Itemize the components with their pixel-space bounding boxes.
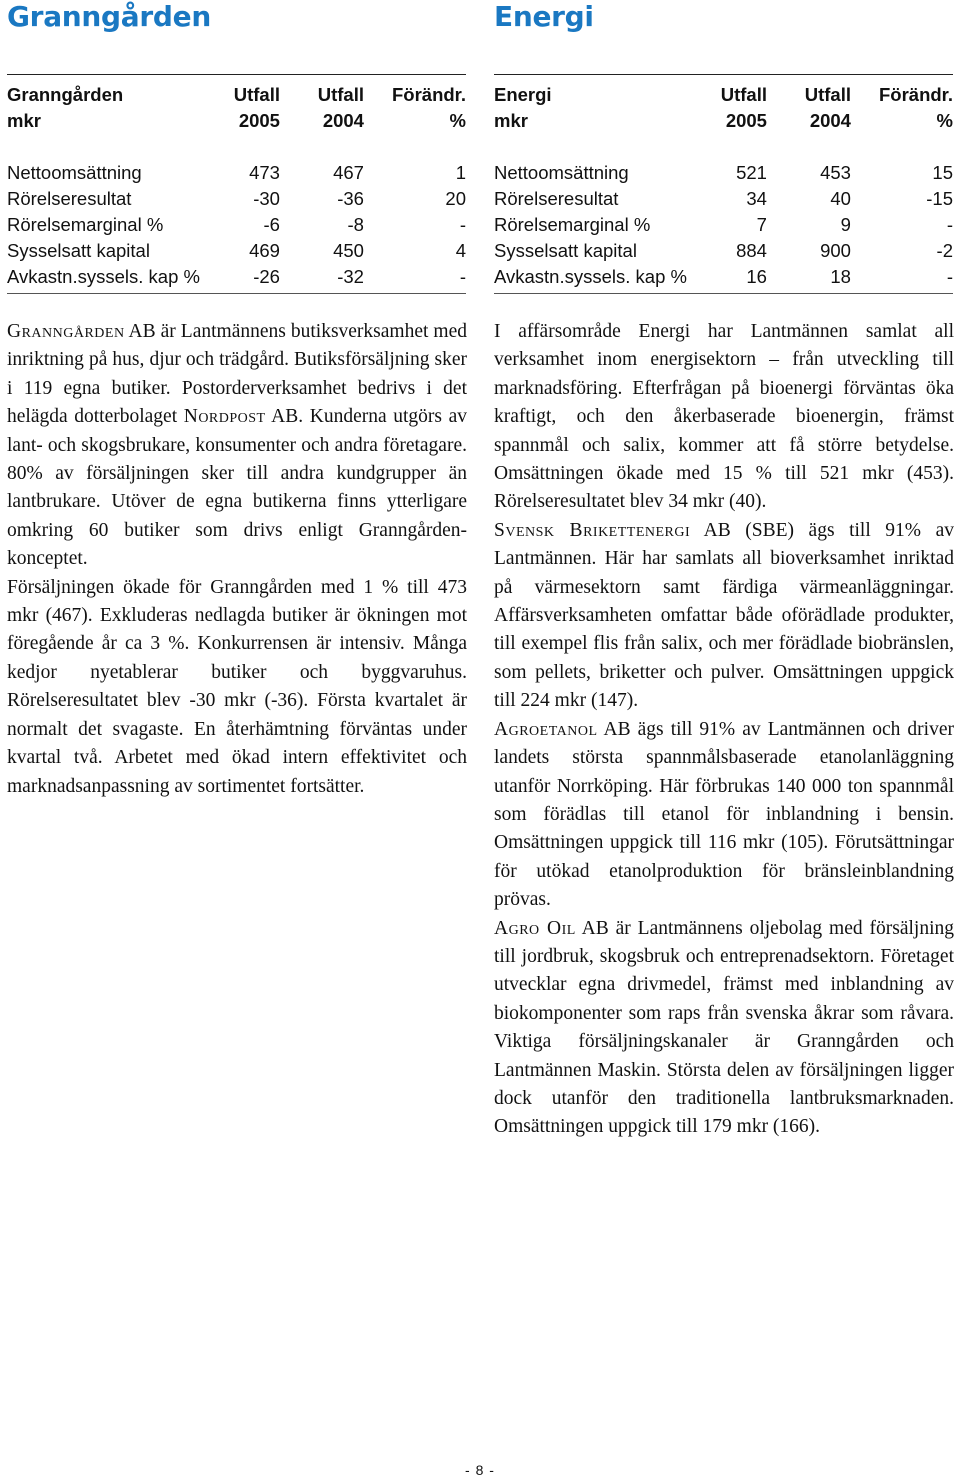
paragraph xyxy=(494,716,954,915)
header-cell: 2005 xyxy=(725,110,767,131)
paragraph xyxy=(494,517,954,716)
company-name: Agro Oil xyxy=(494,917,576,939)
header-cell: mkr xyxy=(494,110,528,131)
paragraph: Försäljningen ökade för Granngården med 1 % till 473 mkr (467). Exkluderas nedlagda butiker är ökningen mot föregående år ca 3 %. Konkurrensen är intensiv. Många kedjor nyetablerar butiker och byggvaruhus. Rörelseresultatet blev -30 mkr (-36). Första kvartalet är normalt det svagaste. En återhämtning förväntas under kvartal två. Arbetet med ökad intern effektivitet och marknadsanpassning av sortimentet fortsätter. xyxy=(7,576,467,797)
header-cell: 2005 xyxy=(238,110,280,131)
header-cell: % xyxy=(449,110,466,131)
header-cell: Granngården xyxy=(7,84,124,105)
table-row xyxy=(494,212,953,238)
paragraph-text: AB (SBE) ägs till 91% av Lantmännen. Här har samlats all bioverksamhet inriktad på värmesektorn samt färdiga värmeanläggningar. Affärsverksamheten omfattar både oförädlade produkter, till exempel flis från salix, och mer förädlade biobränslen, som pellets, briketter och pulver. Omsättningen uppgick till 224 mkr (147). xyxy=(494,519,954,712)
value-change: - xyxy=(459,266,466,287)
table-row xyxy=(7,186,466,212)
value-2004: 900 xyxy=(820,240,851,261)
paragraph-text: AB ägs till 91% av Lantmännen och driver landets största spannmålsbaserade etanolanläggning utanför Norrköping. Här förbrukas 140 000 ton spannmål som förädlas till etanol för inblandning i bensin. Omsättningen uppgick till 116 mkr (105). Förutsättningar för utökad etanolproduktion för bränsleinblandning prövas. xyxy=(494,718,954,911)
section-title-energi: Energi xyxy=(494,0,594,33)
value-change: - xyxy=(946,214,953,235)
row-label: Rörelseresultat xyxy=(494,188,619,209)
row-label: Rörelsemarginal % xyxy=(494,214,651,235)
row-label: Sysselsatt kapital xyxy=(7,240,150,261)
table-header-row xyxy=(7,75,466,109)
granngarden-key-figures-table xyxy=(7,74,466,294)
energi-body-text xyxy=(494,318,954,1142)
header-cell: Energi xyxy=(494,84,552,105)
row-label: Rörelsemarginal % xyxy=(7,214,164,235)
value-2005: 34 xyxy=(746,188,767,209)
energi-key-figures-table xyxy=(494,74,953,294)
header-cell: % xyxy=(936,110,953,131)
table-row xyxy=(494,264,953,294)
table-row xyxy=(494,238,953,264)
paragraph: I affärsområde Energi har Lantmännen samlat all verksamhet inom energisektorn – från utveckling till marknadsföring. Efterfrågan på bioenergi förväntas öka kraftigt, och den åkerbaserade bioenergin, främst spannmål och salix, kommer att få större betydelse. Omsättningen ökade med 15 % till 521 mkr (453). Rörelseresultatet blev 34 mkr (40). xyxy=(494,321,954,513)
value-change: - xyxy=(946,266,953,287)
company-name: Svensk Brikettenergi xyxy=(494,519,691,541)
header-cell: Förändr. xyxy=(391,84,466,105)
value-change: - xyxy=(459,214,466,235)
paragraph xyxy=(494,915,954,1142)
value-2005: 7 xyxy=(756,214,767,235)
table-row xyxy=(7,264,466,294)
granngarden-column xyxy=(7,0,467,801)
value-2005: 469 xyxy=(249,240,280,261)
row-label: Avkastn.syssels. kap % xyxy=(7,266,200,287)
value-change: 1 xyxy=(455,162,466,183)
header-cell: Förändr. xyxy=(878,84,953,105)
paragraph-text: AB är Lantmännens butiksverksamhet med inriktning på hus, djur och trädgård. Butiksförsäljning sker i 119 egna butiker. Postorderverksamhet bedrivs i det helägda dotterbolaget xyxy=(7,321,467,428)
company-name: Granngården xyxy=(7,321,125,342)
value-2005: 521 xyxy=(736,162,767,183)
section-title-granngarden: Granngården xyxy=(7,0,211,33)
value-2004: 18 xyxy=(830,266,851,287)
table-header-row xyxy=(494,75,953,109)
value-2005: -26 xyxy=(253,266,280,287)
company-name: Nordpost xyxy=(183,406,266,428)
row-label: Rörelseresultat xyxy=(7,188,132,209)
value-2005: 16 xyxy=(746,266,767,287)
value-change: -15 xyxy=(926,188,953,209)
page-number: - 8 - xyxy=(465,1462,495,1478)
header-cell: Utfall xyxy=(720,84,767,105)
company-name: Agroetanol xyxy=(494,718,598,740)
table-header-row xyxy=(7,108,466,160)
row-label: Avkastn.syssels. kap % xyxy=(494,266,687,287)
value-2004: 453 xyxy=(820,162,851,183)
value-2004: -36 xyxy=(337,188,364,209)
value-2005: -30 xyxy=(253,188,280,209)
table-row xyxy=(494,160,953,186)
value-2004: -32 xyxy=(337,266,364,287)
paragraph-text: AB är Lantmännens oljebolag med försäljning till jordbruk, skogsbruk och entreprenadsektorn. Företaget utvecklar egna drivmedel, främst med inblandning av biokomponenter som raps från svenska åkrar som råvara. Viktiga försäljningskanaler är Granngården och Lantmännen Maskin. Största delen av försäljningen ligger dock utanför den traditionella lantbruksmarknaden. Omsättningen uppgick till 179 mkr (166). xyxy=(494,917,954,1138)
table-row xyxy=(494,186,953,212)
value-2004: 467 xyxy=(333,162,364,183)
header-cell: 2004 xyxy=(322,110,364,131)
table-row xyxy=(7,160,466,186)
row-label: Sysselsatt kapital xyxy=(494,240,637,261)
header-cell: Utfall xyxy=(317,84,364,105)
energi-column xyxy=(494,0,954,1142)
value-2004: 450 xyxy=(333,240,364,261)
header-cell: Utfall xyxy=(233,84,280,105)
header-cell: mkr xyxy=(7,110,41,131)
value-change: -2 xyxy=(936,240,953,261)
value-2004: 40 xyxy=(830,188,851,209)
value-2005: 884 xyxy=(736,240,767,261)
table-header-row xyxy=(494,108,953,160)
row-label: Nettoomsättning xyxy=(7,162,142,183)
row-label: Nettoomsättning xyxy=(494,162,629,183)
header-cell: 2004 xyxy=(809,110,851,131)
value-2004: -8 xyxy=(347,214,364,235)
table-row xyxy=(7,212,466,238)
value-change: 20 xyxy=(445,188,466,209)
value-2004: 9 xyxy=(840,214,851,235)
granngarden-body-text xyxy=(7,318,467,801)
value-2005: -6 xyxy=(263,214,280,235)
value-change: 4 xyxy=(455,240,466,261)
header-cell: Utfall xyxy=(804,84,851,105)
value-change: 15 xyxy=(932,162,953,183)
paragraph-text: AB. Kunderna utgörs av lant- och skogsbrukare, konsumenter och andra företagare. 80% av försäljningen sker till andra kundgrupper än lantbrukare. Utöver de egna butikerna finns ytterligare omkring 60 butiker som drivs enligt Granngården-konceptet. xyxy=(7,406,467,570)
paragraph xyxy=(7,318,467,574)
value-2005: 473 xyxy=(249,162,280,183)
table-row xyxy=(7,238,466,264)
